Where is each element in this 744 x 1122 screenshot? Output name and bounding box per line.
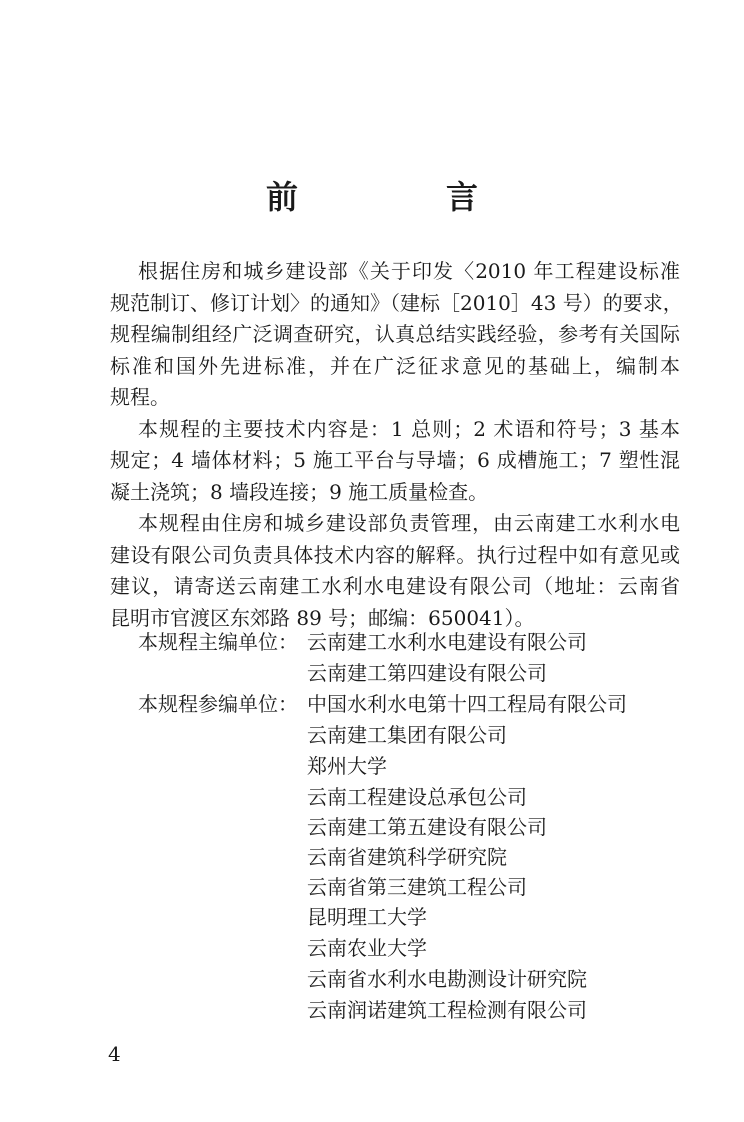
page-title: 前 言 bbox=[265, 178, 536, 216]
paragraph-line: 昆明市官渡区东郊路 89 号；邮编：650041）。 bbox=[110, 606, 535, 630]
participant-unit: 郑州大学 bbox=[307, 754, 387, 778]
paragraph-line: 本规程的主要技术内容是：1 总则；2 术语和符号；3 基本 bbox=[138, 417, 680, 441]
chief-editor-label: 本规程主编单位： bbox=[138, 630, 298, 654]
participant-unit: 云南农业大学 bbox=[307, 936, 427, 960]
participant-unit: 云南润诺建筑工程检测有限公司 bbox=[307, 998, 587, 1022]
participant-label: 本规程参编单位： bbox=[138, 692, 298, 716]
paragraph-line: 规定；4 墙体材料；5 施工平台与导墙；6 成槽施工；7 塑性混 bbox=[110, 448, 680, 472]
participant-unit: 云南建工第五建设有限公司 bbox=[307, 815, 547, 839]
participant-unit: 云南省第三建筑工程公司 bbox=[307, 875, 527, 899]
paragraph-line: 规范制订、修订计划〉的通知》（建标［2010］43 号）的要求， bbox=[110, 291, 683, 315]
participant-unit: 云南建工集团有限公司 bbox=[307, 723, 507, 747]
paragraph-line: 规程。 bbox=[110, 385, 170, 409]
paragraph-line: 标准和国外先进标准，并在广泛征求意见的基础上，编制本 bbox=[110, 354, 680, 378]
participant-unit: 云南省建筑科学研究院 bbox=[307, 845, 507, 869]
page-number: 4 bbox=[108, 1042, 121, 1066]
paragraph-line: 根据住房和城乡建设部《关于印发〈2010 年工程建设标准 bbox=[138, 259, 680, 283]
paragraph-line: 本规程由住房和城乡建设部负责管理，由云南建工水利水电 bbox=[138, 511, 680, 535]
participant-unit: 云南省水利水电勘测设计研究院 bbox=[307, 967, 587, 991]
paragraph-line: 凝土浇筑；8 墙段连接；9 施工质量检查。 bbox=[110, 480, 489, 504]
paragraph-line: 建议，请寄送云南建工水利水电建设有限公司（地址：云南省 bbox=[110, 574, 680, 598]
participant-unit: 中国水利水电第十四工程局有限公司 bbox=[307, 692, 627, 716]
chief-unit: 云南建工第四建设有限公司 bbox=[307, 661, 547, 685]
paragraph-line: 建设有限公司负责具体技术内容的解释。执行过程中如有意见或 bbox=[110, 543, 680, 567]
paragraph-line: 规程编制组经广泛调查研究，认真总结实践经验，参考有关国际 bbox=[110, 322, 680, 346]
participant-unit: 云南工程建设总承包公司 bbox=[307, 785, 527, 809]
participant-unit: 昆明理工大学 bbox=[307, 905, 427, 929]
chief-unit: 云南建工水利水电建设有限公司 bbox=[307, 630, 587, 654]
